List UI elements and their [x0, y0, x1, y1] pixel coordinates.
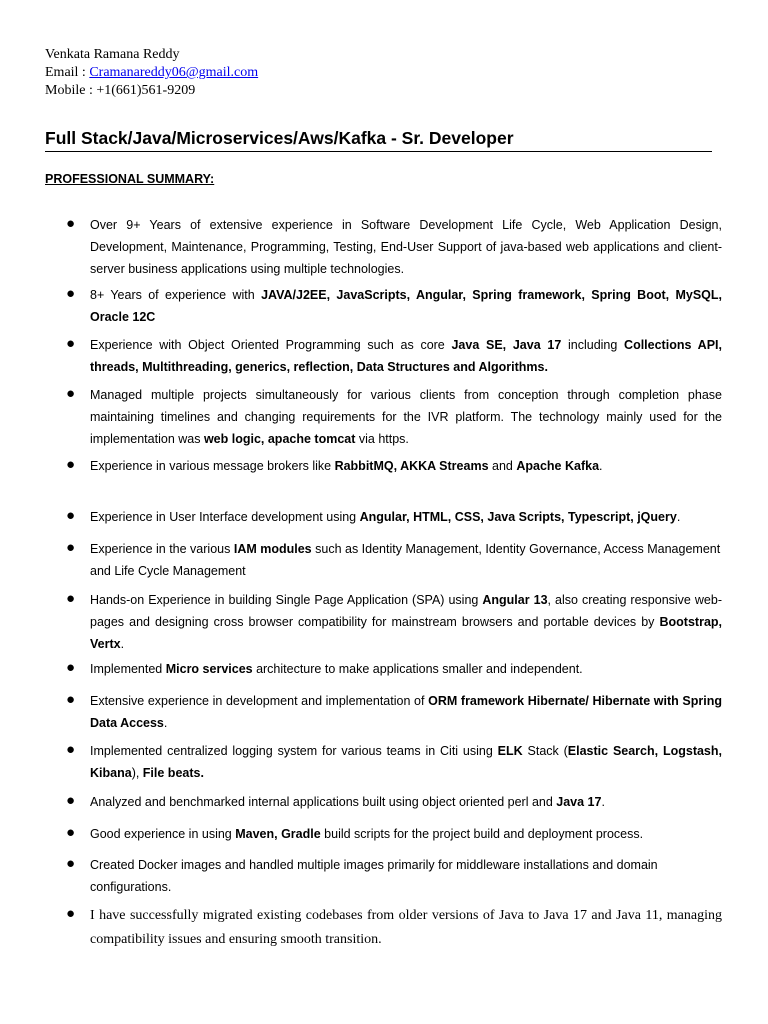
summary-bullet	[66, 538, 722, 582]
bullet-text	[90, 823, 722, 845]
bold-run: File beats.	[142, 766, 204, 780]
summary-bullet	[66, 334, 722, 378]
email-link[interactable]: Cramanareddy06@gmail.com	[89, 65, 259, 80]
bullet-icon: ●	[66, 659, 76, 676]
bullet-icon: ●	[66, 691, 76, 708]
bold-run: Java 17	[556, 795, 602, 809]
text-run: Good experience in using	[90, 827, 236, 841]
summary-bullet	[66, 506, 722, 528]
text-run: and	[488, 459, 517, 473]
text-run: .	[163, 716, 168, 730]
bullet-icon: ●	[66, 824, 76, 841]
bullet-text	[90, 506, 722, 528]
summary-bullet	[66, 589, 722, 655]
text-run: .	[599, 459, 603, 473]
bullet-icon: ●	[66, 285, 76, 302]
bold-run: Java SE, Java 17	[451, 338, 562, 352]
bold-run: ELK	[497, 744, 523, 758]
summary-bullet	[66, 823, 722, 845]
summary-bullet	[66, 740, 722, 784]
summary-bullet	[66, 904, 722, 952]
bullet-icon: ●	[66, 335, 76, 352]
bullet-icon: ●	[66, 855, 76, 872]
bold-run: web logic, apache tomcat	[203, 432, 356, 446]
bullet-text	[90, 854, 722, 898]
text-run: I have successfully migrated existing codebases from older versions of Java to Java 17 and Java 11, managing compatibility issues and ensuring smooth transition.	[90, 908, 722, 947]
text-run: ),	[131, 766, 143, 780]
text-run: Experience with Object Oriented Programming such as core	[90, 338, 452, 352]
job-title: Full Stack/Java/Microservices/Aws/Kafka - Sr. Developer	[45, 127, 712, 152]
bullet-text	[90, 384, 722, 450]
bold-run: Apache Kafka	[516, 459, 600, 473]
bullet-icon: ●	[66, 539, 76, 556]
text-run: .	[120, 637, 125, 651]
text-run: .	[676, 510, 681, 524]
summary-bullet	[66, 791, 722, 813]
email-label: Email :	[45, 65, 90, 80]
text-run: Experience in User Interface development using	[90, 510, 360, 524]
bullet-text	[90, 214, 722, 280]
text-run: Analyzed and benchmarked internal applications built using object oriented perl and	[90, 795, 557, 809]
text-run: 8+ Years of experience with	[90, 288, 262, 302]
text-run: Implemented centralized logging system for various teams in Citi using	[90, 744, 498, 758]
section-heading: PROFESSIONAL SUMMARY:	[45, 172, 215, 186]
text-run: Implemented	[90, 662, 166, 676]
bold-run: IAM modules	[233, 542, 312, 556]
bullet-icon: ●	[66, 456, 76, 473]
bullet-text	[90, 791, 722, 813]
text-run: architecture to make applications smaller and independent.	[252, 662, 583, 676]
bullet-text	[90, 284, 722, 328]
text-run: Stack (	[522, 744, 568, 758]
summary-bullet	[66, 214, 722, 280]
summary-bullet	[66, 284, 722, 328]
text-run: Extensive experience in development and implementation of	[90, 694, 429, 708]
bold-run: Angular, HTML, CSS, Java Scripts, Typescript, jQuery	[359, 510, 677, 524]
summary-bullet	[66, 854, 722, 898]
bullet-icon: ●	[66, 590, 76, 607]
bullet-text	[90, 740, 722, 784]
text-run: Experience in various message brokers like	[90, 459, 335, 473]
bold-run: Micro services	[165, 662, 253, 676]
summary-bullet	[66, 384, 722, 450]
mobile-line: Mobile : +1(661)561-9209	[45, 83, 196, 98]
bullet-text	[90, 690, 722, 734]
bullet-icon: ●	[66, 215, 76, 232]
bullet-text	[90, 455, 626, 477]
bold-run: Maven, Gradle	[235, 827, 321, 841]
text-run: Created Docker images and handled multiple images primarily for middleware installations and domain configurations.	[90, 858, 658, 894]
bullet-icon: ●	[66, 792, 76, 809]
candidate-name: Venkata Ramana Reddy	[45, 47, 180, 62]
summary-bullet	[66, 690, 722, 734]
bullet-icon: ●	[66, 507, 76, 524]
bold-run: RabbitMQ, AKKA Streams	[334, 459, 489, 473]
bullet-text	[90, 904, 722, 952]
bullet-text	[90, 589, 722, 655]
bold-run: Angular 13	[482, 593, 548, 607]
bold-run: ORM framework Hibernate/ Hibernate with Spring Data Access	[90, 694, 722, 730]
text-run: .	[601, 795, 605, 809]
contact-header	[45, 46, 258, 100]
summary-bullet	[66, 455, 626, 477]
text-run: Managed multiple projects simultaneously for various clients from conception through completion phase maintaining timelines and changing requirements for the IVR platform. The technology mainly used for the implementation was	[90, 388, 722, 446]
bullet-text	[90, 658, 722, 680]
bullet-icon: ●	[66, 741, 76, 758]
text-run: Experience in the various	[90, 542, 234, 556]
bold-run: Elastic Search, Logstash, Kibana	[90, 744, 722, 780]
bullet-icon: ●	[66, 385, 76, 402]
email-line	[45, 64, 258, 82]
text-run: build scripts for the project build and deployment process.	[320, 827, 644, 841]
bold-run: Bootstrap, Vertx	[90, 615, 722, 651]
text-run: including	[561, 338, 625, 352]
text-run: Over 9+ Years of extensive experience in Software Development Life Cycle, Web Application Design, Development, Maintenance, Programming, Testing, End-User Support of java-based web applications and client-server business applications using multiple technologies.	[90, 218, 722, 276]
text-run: via https.	[355, 432, 409, 446]
summary-bullet	[66, 658, 722, 680]
bullet-text	[90, 334, 722, 378]
bold-run: JAVA/J2EE, JavaScripts, Angular, Spring framework, Spring Boot, MySQL, Oracle 12C	[90, 288, 722, 324]
text-run: such as Identity Management, Identity Governance, Access Management and Life Cycle Management	[90, 542, 721, 578]
text-run: Hands-on Experience in building Single Page Application (SPA) using	[90, 593, 483, 607]
text-run: , also creating responsive web-pages and designing cross browser compatibility for mainstream browsers and portable devices by	[90, 593, 722, 629]
bullet-icon: ●	[66, 906, 76, 922]
bold-run: Collections API, threads, Multithreading, generics, reflection, Data Structures and Algorithms.	[90, 338, 722, 374]
bullet-text	[90, 538, 722, 582]
